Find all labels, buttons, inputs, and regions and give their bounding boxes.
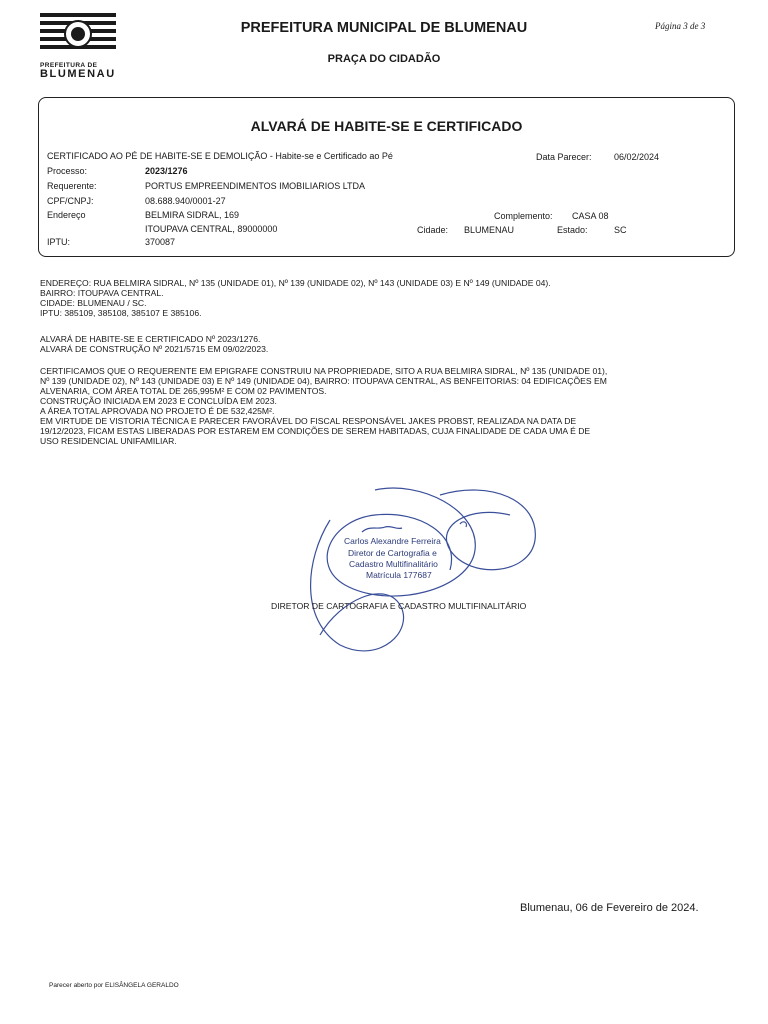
stamp-registration: Matrícula 177687 bbox=[366, 570, 432, 580]
address-line: BAIRRO: ITOUPAVA CENTRAL. bbox=[40, 288, 164, 298]
iptu-label: IPTU: bbox=[47, 237, 71, 247]
endereco-value: BELMIRA SIDRAL, 169 bbox=[145, 210, 240, 220]
cert-line: Nº 139 (UNIDADE 02), Nº 143 (UNIDADE 03) E Nº 149 (UNIDADE 04), BAIRRO: ITOUPAVA CENTRAL, AS BENFEITORIAS: 04 EDIFICAÇÕES EM bbox=[40, 376, 607, 386]
cert-line: USO RESIDENCIAL UNIFAMILIAR. bbox=[40, 436, 177, 446]
cert-line: CONSTRUÇÃO INICIADA EM 2023 E CONCLUÍDA EM 2023. bbox=[40, 396, 277, 406]
logo-line-1: PREFEITURA DE bbox=[40, 62, 98, 69]
cidade-label: Cidade: bbox=[417, 225, 449, 235]
cpf-label: CPF/CNPJ: bbox=[47, 196, 94, 206]
cert-line: A ÁREA TOTAL APROVADA NO PROJETO É DE 532,425M². bbox=[40, 406, 275, 416]
bairro-value: ITOUPAVA CENTRAL, 89000000 bbox=[145, 224, 278, 234]
permit-line: ALVARÁ DE CONSTRUÇÃO Nº 2021/5715 EM 09/02/2023. bbox=[40, 344, 269, 354]
certification-block bbox=[40, 366, 740, 446]
estado-label: Estado: bbox=[557, 225, 588, 235]
complemento-label: Complemento: bbox=[494, 211, 553, 221]
cert-line: 19/12/2023, FICAM ESTAS LIBERADAS POR ESTAREM EM CONDIÇÕES DE SEREM HABITADAS, CUJA FINALIDADE DE CADA UMA É DE bbox=[40, 426, 591, 436]
cert-line: ALVENARIA, COM ÁREA TOTAL DE 265,995M² E COM 02 PAVIMENTOS. bbox=[40, 386, 327, 396]
address-line: IPTU: 385109, 385108, 385107 E 385106. bbox=[40, 308, 202, 318]
estado-value: SC bbox=[614, 225, 627, 235]
requerente-label: Requerente: bbox=[47, 181, 97, 191]
permit-block bbox=[40, 334, 740, 354]
complemento-value: CASA 08 bbox=[572, 211, 609, 221]
iptu-value: 370087 bbox=[145, 237, 176, 247]
cidade-value: BLUMENAU bbox=[464, 225, 515, 235]
logo-line-2: BLUMENAU bbox=[40, 68, 116, 80]
stamp-role-2: Cadastro Multifinalitário bbox=[349, 559, 438, 569]
stamp-name: Carlos Alexandre Ferreira bbox=[344, 536, 441, 546]
header-title: PREFEITURA MUNICIPAL DE BLUMENAU bbox=[240, 20, 528, 36]
permit-line: ALVARÁ DE HABITE-SE E CERTIFICADO Nº 2023/1276. bbox=[40, 334, 261, 344]
cert-line: EM VIRTUDE DE VISTORIA TÉCNICA E PARECER FAVORÁVEL DO FISCAL RESPONSÁVEL JAKES PROBST, REALIZADA NA DATA DE bbox=[40, 416, 577, 426]
permit-info-box bbox=[38, 97, 735, 257]
header-subtitle: PRAÇA DO CIDADÃO bbox=[327, 53, 441, 65]
director-title: DIRETOR DE CARTOGRAFIA E CADASTRO MULTIFINALITÁRIO bbox=[271, 601, 527, 611]
cert-line: CERTIFICAMOS QUE O REQUERENTE EM EPIGRAFE CONSTRUIU NA PROPRIEDADE, SITO A RUA BELMIRA SIDRAL, Nº 135 (UNIDADE 01), bbox=[40, 366, 608, 376]
address-line: ENDEREÇO: RUA BELMIRA SIDRAL, Nº 135 (UNIDADE 01), Nº 139 (UNIDADE 02), Nº 143 (UNIDADE 03) E Nº 149 (UNIDADE 04). bbox=[40, 278, 551, 288]
stamp-role-1: Diretor de Cartografia e bbox=[348, 548, 437, 558]
address-block bbox=[40, 278, 740, 318]
requerente-value: PORTUS EMPREENDIMENTOS IMOBILIARIOS LTDA bbox=[145, 181, 366, 191]
place-and-date: Blumenau, 06 de Fevereiro de 2024. bbox=[520, 902, 699, 914]
address-line: CIDADE: BLUMENAU / SC. bbox=[40, 298, 147, 308]
processo-value: 2023/1276 bbox=[145, 166, 188, 176]
endereco-label: Endereço bbox=[47, 210, 86, 220]
certificate-type: CERTIFICADO AO PÉ DE HABITE-SE E DEMOLIÇÃO - Habite-se e Certificado ao Pé bbox=[47, 151, 393, 161]
data-parecer-label: Data Parecer: bbox=[536, 152, 592, 162]
data-parecer-value: 06/02/2024 bbox=[614, 152, 660, 162]
processo-label: Processo: bbox=[47, 166, 88, 176]
permit-title: ALVARÁ DE HABITE-SE E CERTIFICADO bbox=[250, 118, 523, 134]
page-number: Página 3 de 3 bbox=[655, 21, 706, 31]
cpf-value: 08.688.940/0001-27 bbox=[145, 196, 226, 206]
footer-note: Parecer aberto por ELISÂNGELA GERALDO bbox=[49, 982, 179, 989]
